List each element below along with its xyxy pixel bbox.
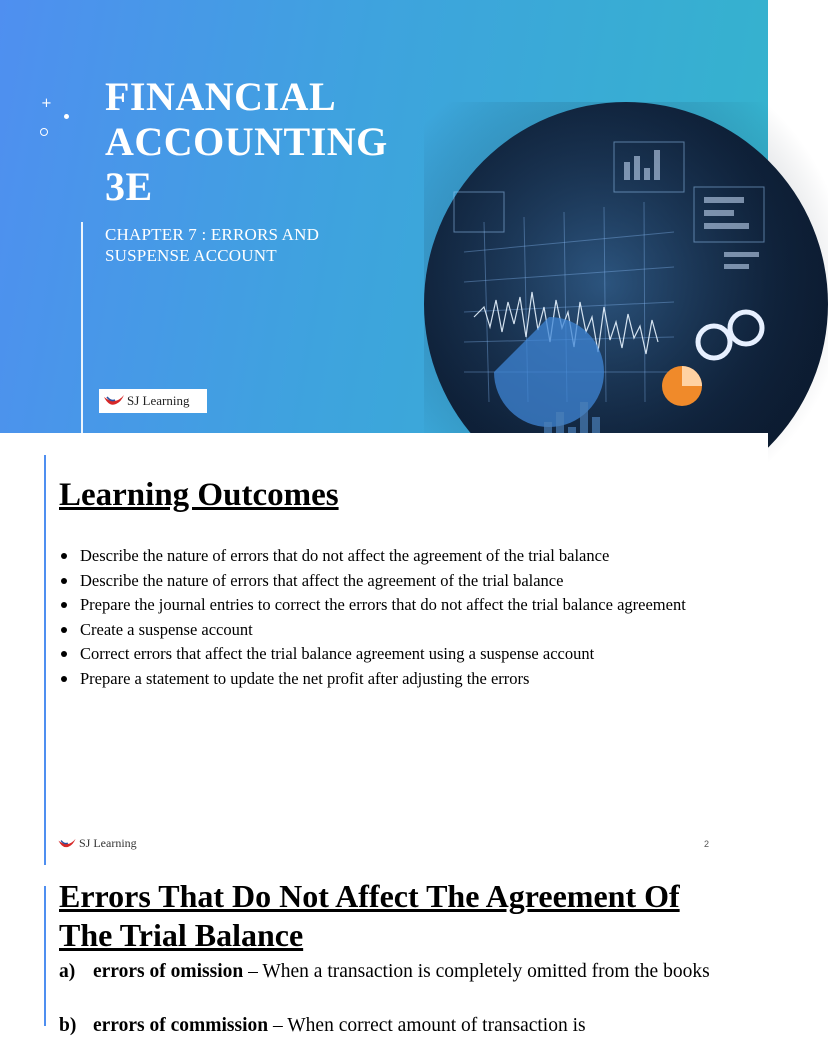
title-line: FINANCIAL [105, 74, 337, 119]
error-term: errors of omission [93, 961, 244, 982]
list-item: Create a suspense account [59, 618, 719, 643]
error-item [59, 960, 719, 984]
accent-line [44, 886, 46, 1026]
logo-text: SJ Learning [79, 836, 137, 850]
subtitle-line: CHAPTER 7 : ERRORS AND [105, 225, 320, 244]
page-number: 2 [704, 839, 710, 849]
error-description: – When a transaction is completely omitted from the books [243, 961, 710, 982]
slide-title: Learning Outcomes [59, 477, 339, 513]
list-item: Correct errors that affect the trial balance agreement using a suspense account [59, 642, 719, 667]
title-divider-line [81, 222, 83, 433]
list-item: Describe the nature of errors that do not affect the agreement of the trial balance [59, 544, 719, 569]
title-line: The Trial Balance [59, 917, 304, 953]
title-line: 3E [105, 164, 153, 209]
list-item: Prepare a statement to update the net profit after adjusting the errors [59, 667, 719, 692]
item-body [93, 1014, 719, 1038]
item-marker: b) [59, 1015, 77, 1036]
list-item: Describe the nature of errors that affect the agreement of the trial balance [59, 569, 719, 594]
plus-decoration-icon: + [41, 96, 52, 111]
chapter-subtitle [105, 224, 319, 266]
list-item: Prepare the journal entries to correct the errors that do not affect the trial balance agreement [59, 593, 719, 618]
errors-slide [0, 866, 768, 1036]
accent-line [44, 455, 46, 865]
learning-outcomes-slide [0, 433, 768, 866]
title-line: Errors That Do Not Affect The Agreement Of [59, 878, 680, 914]
sj-swoosh-icon [57, 838, 77, 850]
ring-decoration-icon [40, 128, 48, 136]
title-slide [0, 0, 768, 433]
subtitle-line: SUSPENSE ACCOUNT [105, 246, 277, 265]
error-term: errors of commission [93, 1015, 269, 1036]
presentation-title [105, 74, 388, 209]
title-line: ACCOUNTING [105, 119, 388, 164]
dot-decoration-icon [64, 114, 69, 119]
sj-learning-logo [99, 389, 207, 413]
item-marker: a) [59, 961, 76, 982]
slide-title [59, 877, 759, 955]
outcomes-list [59, 544, 719, 691]
sj-swoosh-icon [103, 394, 125, 408]
footer-logo [57, 836, 137, 851]
error-item [59, 1014, 719, 1038]
item-body [93, 960, 719, 984]
error-description: – When correct amount of transaction is [268, 1015, 586, 1036]
logo-text: SJ Learning [127, 393, 190, 408]
